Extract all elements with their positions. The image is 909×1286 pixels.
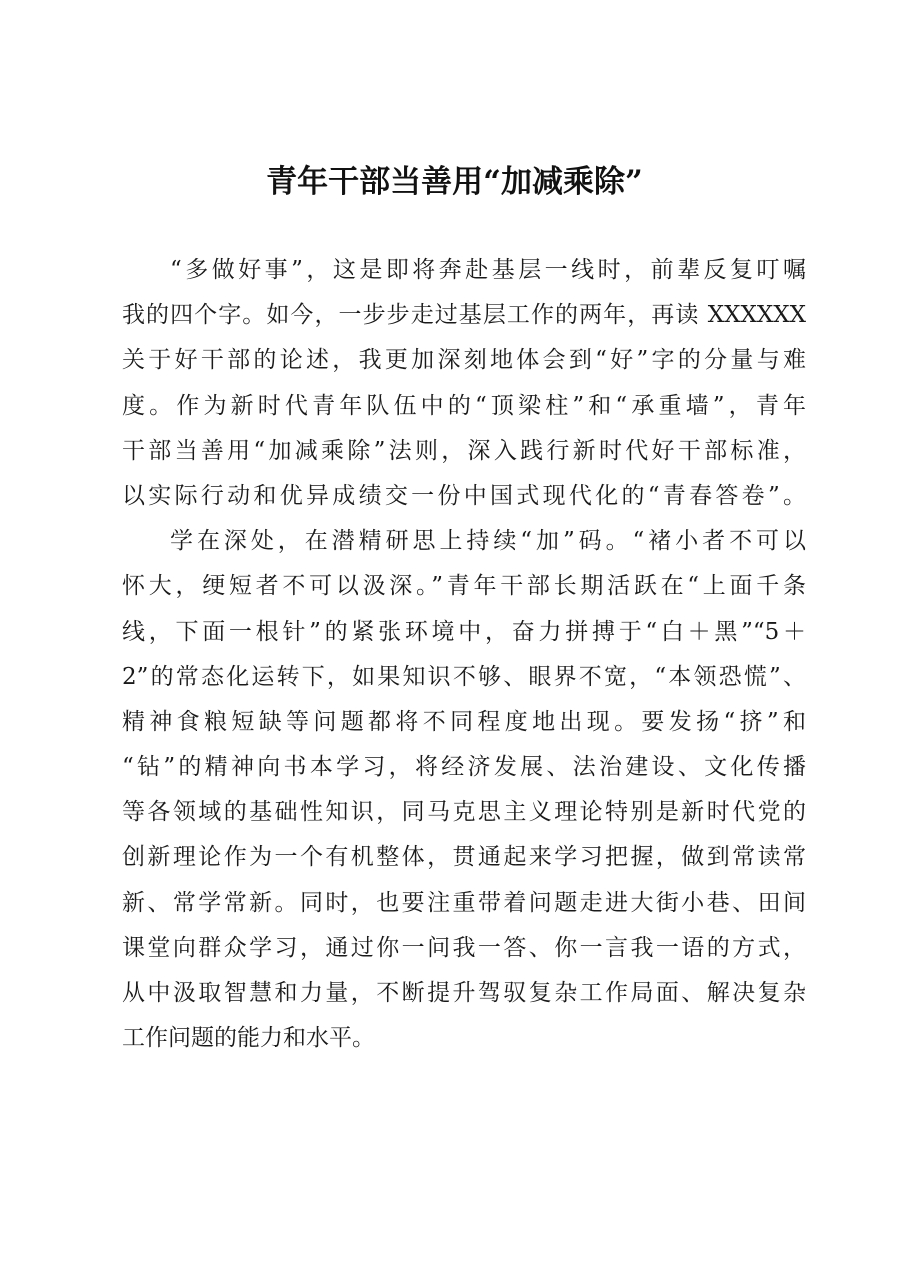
paragraph-line: 度。作为新时代青年队伍中的“顶梁柱”和“承重墙”，青年	[122, 392, 806, 419]
paragraph-line: 学在深处，在潜精研思上持续“加”码。“褚小者不可以	[170, 528, 806, 555]
paragraph-line: 等各领域的基础性知识，同马克思主义理论特别是新时代党的	[122, 799, 806, 826]
paragraph-line: 以实际行动和优异成绩交一份中国式现代化的“青春答卷”。	[122, 482, 806, 509]
paragraph-line: 关于好干部的论述，我更加深刻地体会到“好”字的分量与难	[122, 347, 806, 374]
paragraph-line: 线，下面一根针”的紧张环境中，奋力拼搏于“白＋黑”“5＋	[122, 618, 806, 645]
paragraph-line: 从中汲取智慧和力量，不断提升驾驭复杂工作局面、解决复杂	[122, 980, 806, 1006]
paragraph-line: “钻”的精神向书本学习，将经济发展、法治建设、文化传播	[122, 754, 806, 781]
paragraph-line: 干部当善用“加减乘除”法则，深入践行新时代好干部标准，	[122, 437, 806, 464]
paragraph-line: 新、常学常新。同时，也要注重带着问题走进大街小巷、田间	[122, 889, 806, 916]
paragraph-2	[122, 519, 806, 1061]
paragraph-line: 2”的常态化运转下，如果知识不够、眼界不宽，“本领恐慌”、	[122, 663, 806, 690]
paragraph-line: “多做好事”，这是即将奔赴基层一线时，前辈反复叮嘱	[170, 257, 806, 283]
paragraph-line: 我的四个字。如今，一步步走过基层工作的两年，再读 XXXXXX	[122, 302, 806, 329]
document-title: 青年干部当善用“加减乘除”	[266, 164, 643, 200]
paragraph-1	[122, 248, 806, 519]
paragraph-line: 工作问题的能力和水平。	[122, 1025, 375, 1052]
document-body	[122, 248, 806, 1061]
paragraph-line: 创新理论作为一个有机整体，贯通起来学习把握，做到常读常	[122, 844, 806, 871]
paragraph-line: 精神食粮短缺等问题都将不同程度地出现。要发扬“挤”和	[122, 708, 806, 735]
paragraph-line: 怀大，绠短者不可以汲深。”青年干部长期活跃在“上面千条	[122, 573, 806, 600]
paragraph-line: 课堂向群众学习，通过你一问我一答、你一言我一语的方式，	[122, 934, 806, 961]
